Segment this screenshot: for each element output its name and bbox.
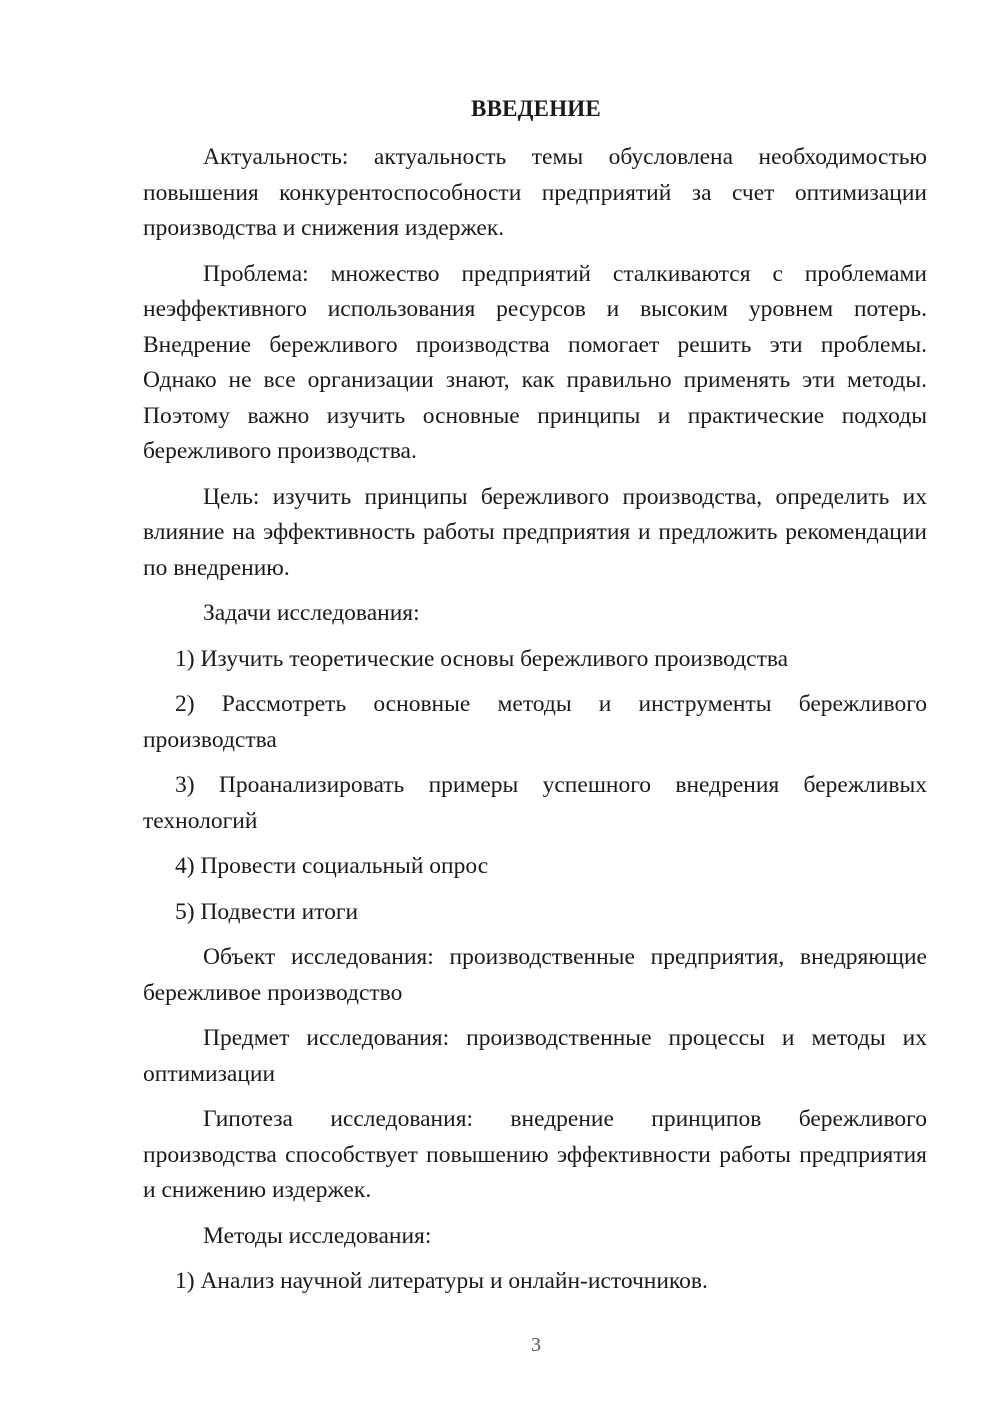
paragraph-relevance: Актуальность: актуальность темы обусловлена необходимостью повышения конкурентоспособности предприятий за счет оптимизации производства и снижения издержек. — [143, 144, 927, 241]
methods-heading: Методы исследования: — [203, 1222, 432, 1249]
task-item-3: 3) Проанализировать примеры успешного внедрения бережливых технологий — [143, 772, 927, 834]
task-item-5: 5) Подвести итоги — [175, 898, 359, 925]
task-item-2: 2) Рассмотреть основные методы и инструменты бережливого производства — [143, 691, 927, 753]
document-body — [143, 140, 927, 1300]
paragraph-hypothesis: Гипотеза исследования: внедрение принципов бережливого производства способствует повышению эффективности работы предприятия и снижению издержек. — [143, 1106, 927, 1203]
page-title: ВВЕДЕНИЕ — [471, 96, 601, 121]
paragraph-goal: Цель: изучить принципы бережливого производства, определить их влияние на эффективность работы предприятия и предложить рекомендации по внедрению. — [143, 483, 927, 581]
paragraph-object: Объект исследования: производственные предприятия, внедряющие бережливое производство — [143, 944, 927, 1006]
task-item-4: 4) Провести социальный опрос — [175, 853, 489, 879]
tasks-heading: Задачи исследования: — [203, 600, 420, 626]
paragraph-subject: Предмет исследования: производственные процессы и методы их оптимизации — [143, 1025, 927, 1087]
paragraph-problem: Проблема: множество предприятий сталкиваются с проблемами неэффективного использования ресурсов и высоким уровнем потерь. Внедрение бережливого производства помогает решить эти проблемы. Однако не все организации знают, как правильно применять эти методы. Поэтому важно изучить основные принципы и практические подходы бережливого производства. — [143, 260, 927, 464]
task-item-1: 1) Изучить теоретические основы бережливого производства — [175, 645, 789, 672]
page-number: 3 — [531, 1334, 541, 1356]
method-item-1: 1) Анализ научной литературы и онлайн-источников. — [175, 1268, 708, 1294]
